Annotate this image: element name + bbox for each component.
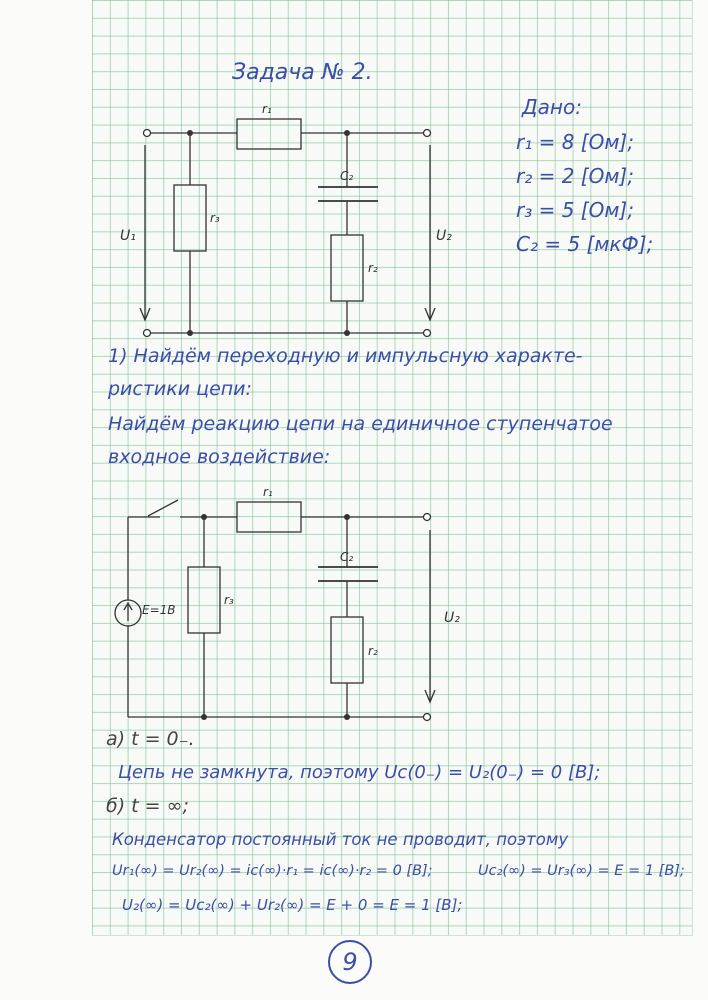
part-a-label: а) t = 0₋. xyxy=(106,728,195,750)
label-r1: r₁ xyxy=(262,102,272,116)
label-r2: r₂ xyxy=(368,261,378,275)
label-source: E=1B xyxy=(142,603,176,617)
part-b-line: Uc₂(∞) = Ur₃(∞) = E = 1 [В]; xyxy=(478,863,685,879)
page-number: 9 xyxy=(328,940,372,984)
switch-blade xyxy=(148,500,178,516)
label-u2: U₂ xyxy=(444,610,460,626)
step1-line: входное воздействие: xyxy=(108,446,331,468)
label-u1: U₁ xyxy=(120,228,136,244)
given-line: r₂ = 2 [Ом]; xyxy=(516,164,634,188)
part-b-line: Конденсатор постоянный ток не проводит, поэтому xyxy=(112,830,569,849)
label-r2: r₂ xyxy=(368,644,378,658)
step1-line: Найдём реакцию цепи на единичное ступенчатое xyxy=(108,413,613,435)
part-b-label: б) t = ∞; xyxy=(106,795,189,817)
label-c2: C₂ xyxy=(340,169,354,183)
label-u2: U₂ xyxy=(436,228,452,244)
given-line: C₂ = 5 [мкФ]; xyxy=(516,232,654,256)
label-r3: r₃ xyxy=(224,593,234,607)
label-r3: r₃ xyxy=(210,211,220,225)
problem-title: Задача № 2. xyxy=(232,60,373,85)
part-b-line: U₂(∞) = Uc₂(∞) + Ur₂(∞) = E + 0 = E = 1 [В]; xyxy=(122,896,463,914)
given-line: r₃ = 5 [Ом]; xyxy=(516,198,634,222)
given-line: r₁ = 8 [Ом]; xyxy=(516,130,634,154)
step1-heading-cont: ристики цепи: xyxy=(108,378,252,400)
given-heading: Дано: xyxy=(522,95,582,119)
label-c2: C₂ xyxy=(340,550,354,564)
part-a-text: Цепь не замкнута, поэтому Uc(0₋) = U₂(0₋) = 0 [В]; xyxy=(118,762,601,783)
part-b-line: Ur₁(∞) = Ur₂(∞) = ic(∞)·r₁ = ic(∞)·r₂ = 0 [В]; xyxy=(112,863,433,879)
label-r1: r₁ xyxy=(263,485,273,499)
step1-heading: 1) Найдём переходную и импульсную характе- xyxy=(108,345,583,367)
